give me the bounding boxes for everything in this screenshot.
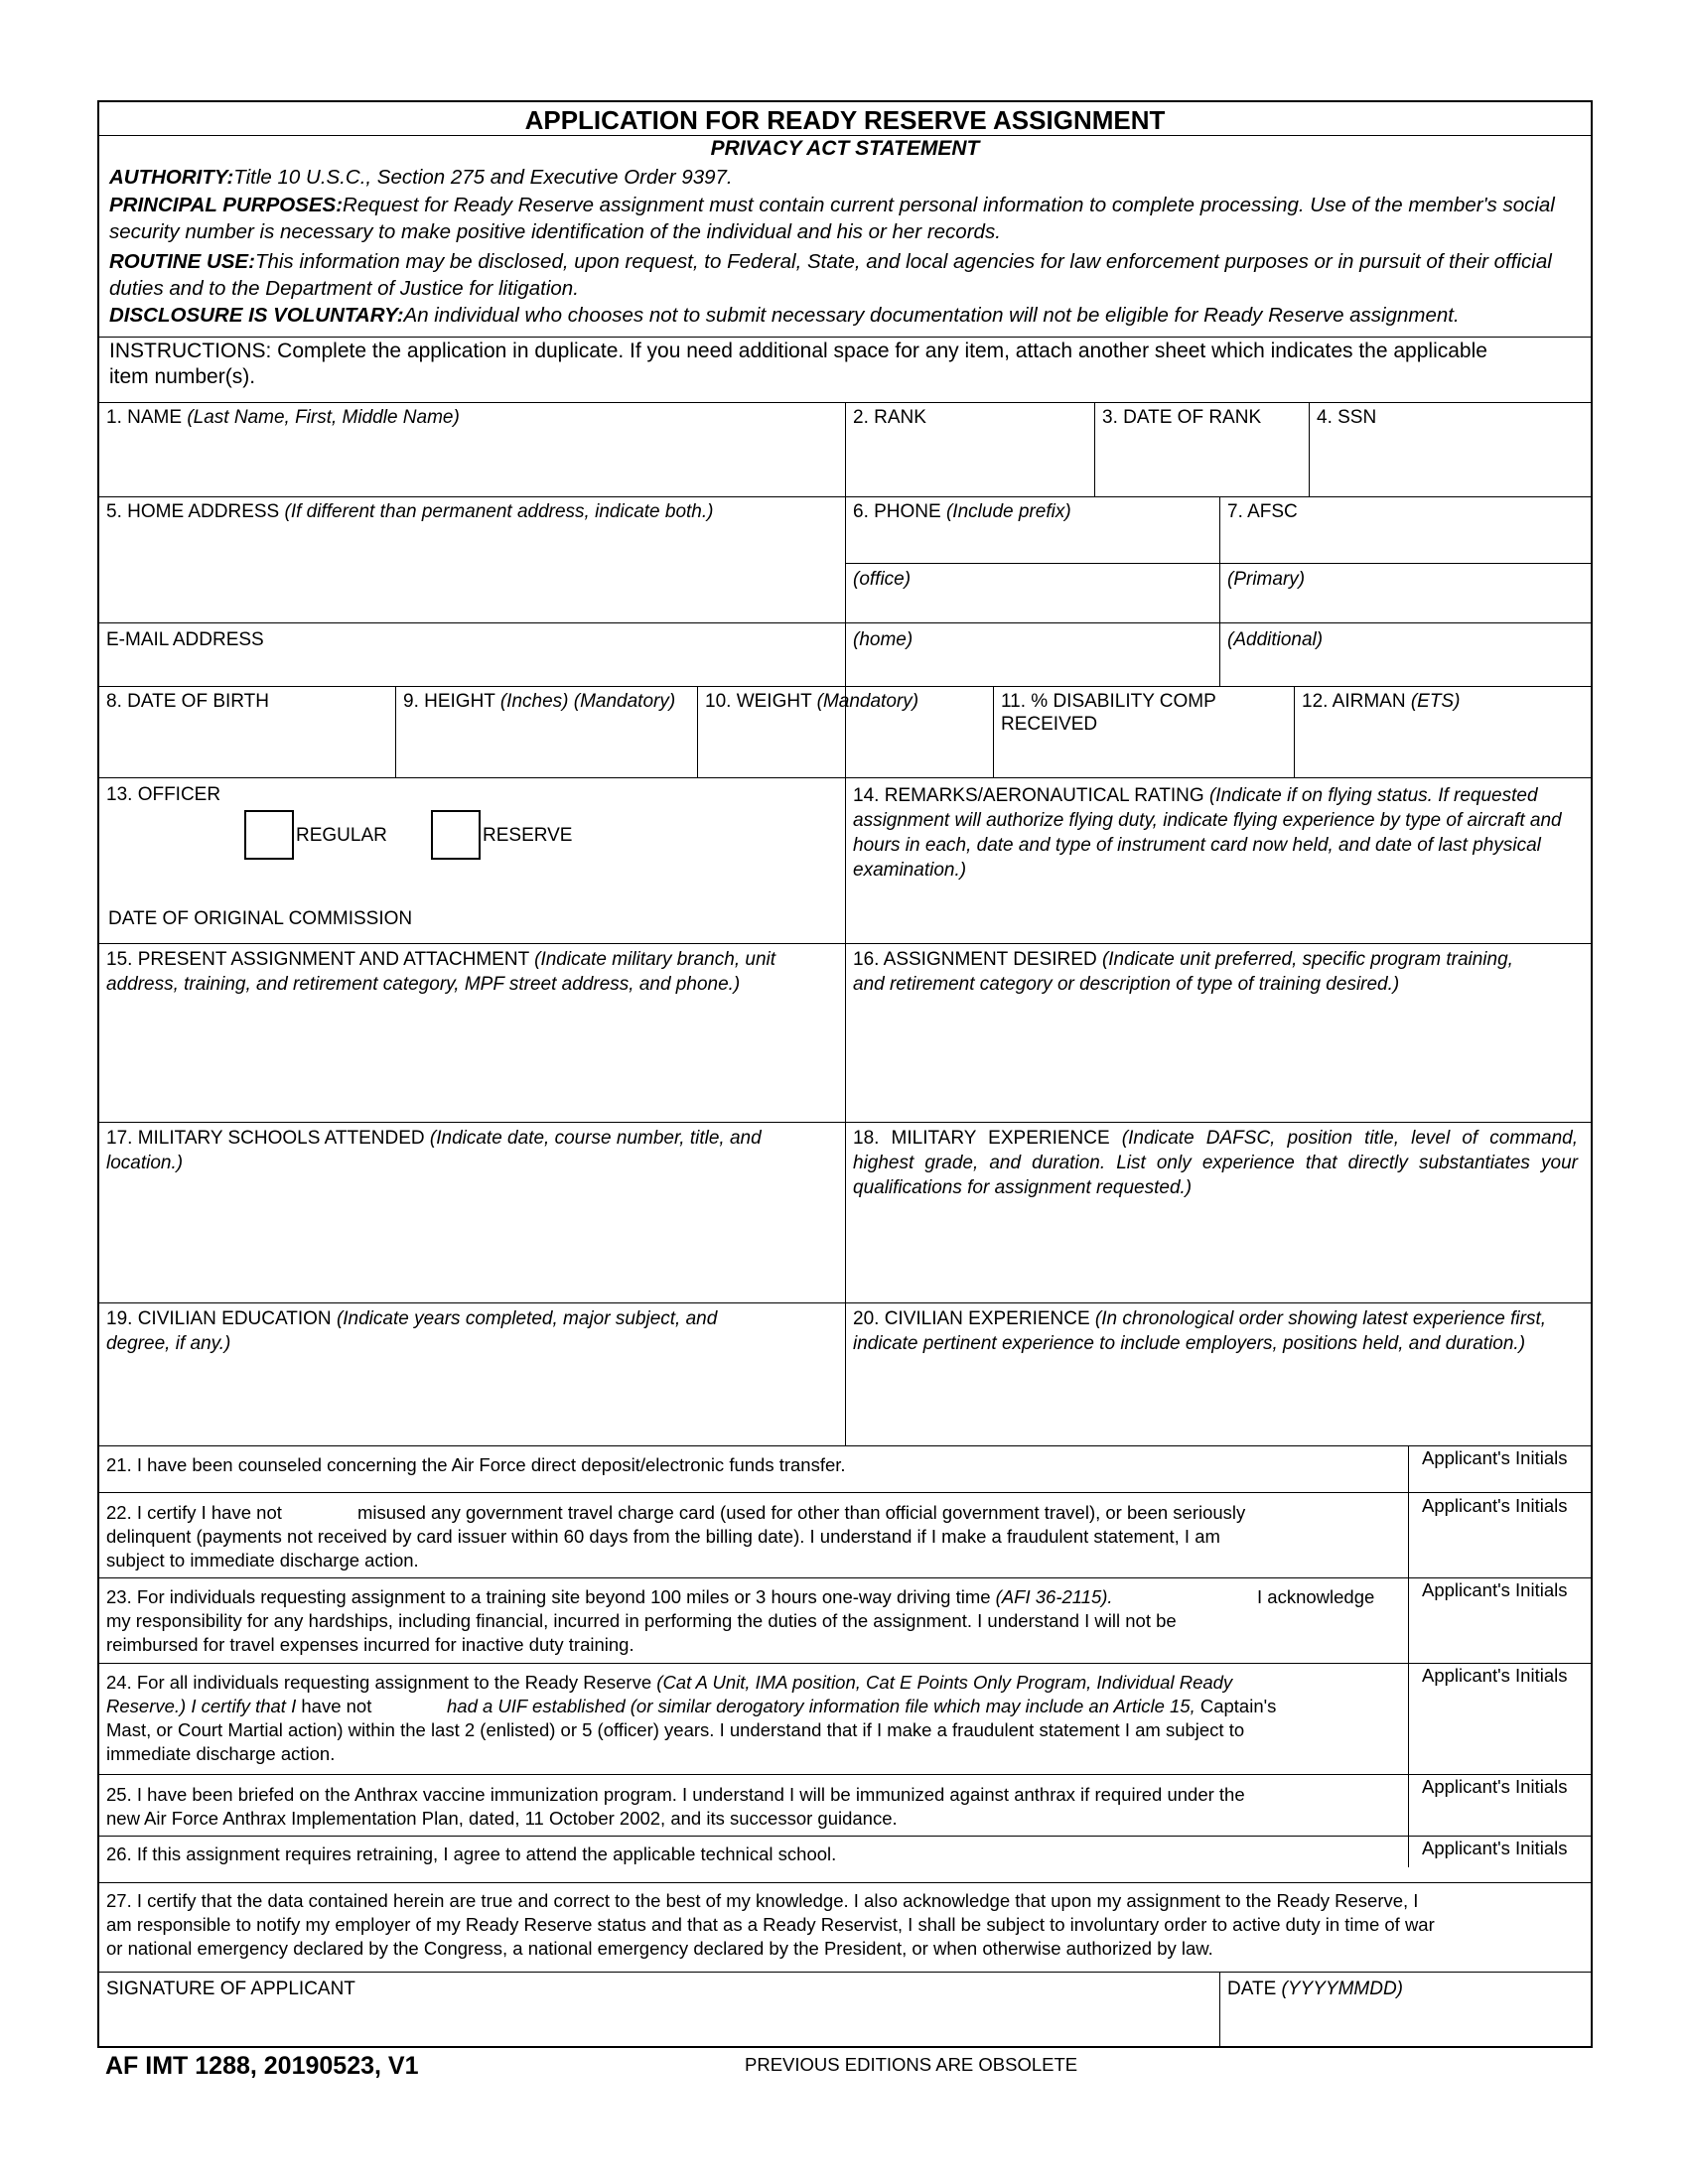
cert-27-line2: am responsible to notify my employer of my Ready Reserve status and that as a Ready Reservist, I shall be subject to involuntary order to active duty in time of war (106, 1914, 1435, 1935)
obsolete-notice: PREVIOUS EDITIONS ARE OBSOLETE (745, 2054, 1078, 2075)
afsc-primary-field[interactable]: (Primary) (1227, 569, 1306, 590)
cert-23-acknowledge: I acknowledge (1257, 1586, 1375, 1607)
cert-23-line3: reimbursed for travel expenses incurred for inactive duty training. (106, 1634, 634, 1655)
privacy-heading: PRIVACY ACT STATEMENT (710, 137, 980, 160)
cert-24-initials[interactable]: Applicant's Initials (1422, 1665, 1568, 1686)
disclosure-statement: DISCLOSURE IS VOLUNTARY:An individual who chooses not to submit necessary documentation will not be eligible for Ready Reserve assignment. (109, 304, 1460, 327)
officer-label: 13. OFFICER (106, 784, 221, 805)
cert-22-line1a: 22. I certify I have not (106, 1502, 282, 1523)
reserve-checkbox[interactable] (431, 810, 481, 860)
weight-field[interactable]: 10. WEIGHT (Mandatory) (705, 691, 919, 712)
routine-use-statement: ROUTINE USE:This information may be disclosed, upon request, to Federal, State, and local agencies for law enforcement purposes or in pursuit of their official duties and to the Department of Justice for litigation. (109, 250, 1552, 300)
date-field[interactable]: DATE (YYYYMMDD) (1227, 1979, 1403, 1999)
cert-22-initials[interactable]: Applicant's Initials (1422, 1495, 1568, 1516)
cert-25-line1: 25. I have been briefed on the Anthrax vaccine immunization program. I understand I will be immunized against anthrax if required under the (106, 1784, 1245, 1805)
cert-22-line2: delinquent (payments not received by card issuer within 60 days from the billing date). I understand if I make a fraudulent statement, I am (106, 1526, 1220, 1547)
cert-24-line2a: Reserve.) I certify that I have not (106, 1696, 372, 1716)
regular-checkbox[interactable] (244, 810, 294, 860)
civilian-education-field[interactable]: 19. CIVILIAN EDUCATION (Indicate years completed, major subject, and degree, if any.) (106, 1308, 718, 1354)
date-of-rank-field[interactable]: 3. DATE OF RANK (1102, 407, 1262, 428)
cert-23-initials[interactable]: Applicant's Initials (1422, 1579, 1568, 1600)
phone-office-field[interactable]: (office) (853, 569, 912, 590)
cert-24-line1: 24. For all individuals requesting assignment to the Ready Reserve (Cat A Unit, IMA position, Cat E Points Only Program, Individual Ready (106, 1672, 1233, 1693)
afsc-field[interactable]: 7. AFSC (1227, 501, 1298, 522)
remarks-aeronautical-rating-field[interactable]: 14. REMARKS/AERONAUTICAL RATING (Indicate if on flying status. If requested assignment will authorize flying duty, indicate flying experience by type of aircraft and hours in each, date and type of instrument card now held, and date of last physical examination.) (853, 785, 1562, 881)
name-field[interactable]: 1. NAME (Last Name, First, Middle Name) (106, 407, 460, 428)
cert-24-line3: Mast, or Court Martial action) within the last 2 (enlisted) or 5 (officer) years. I understand that if I make a fraudulent statement I am subject to (106, 1719, 1245, 1740)
cert-23-line1: 23. For individuals requesting assignment to a training site beyond 100 miles or 3 hours one-way driving time (AFI 36-2115). (106, 1586, 1113, 1607)
authority-statement: AUTHORITY:Title 10 U.S.C., Section 275 and Executive Order 9397. (109, 166, 733, 189)
cert-22-line3: subject to immediate discharge action. (106, 1550, 419, 1570)
email-address-field[interactable]: E-MAIL ADDRESS (106, 629, 264, 650)
cert-21-initials[interactable]: Applicant's Initials (1422, 1447, 1568, 1468)
cert-26-initials[interactable]: Applicant's Initials (1422, 1838, 1568, 1858)
reserve-label: RESERVE (483, 825, 573, 846)
cert-24-line2b: had a UIF established (or similar derogatory information file which may include an Article 15, Captain's (447, 1696, 1277, 1716)
airman-ets-field[interactable]: 12. AIRMAN (ETS) (1302, 691, 1461, 712)
instructions: INSTRUCTIONS: Complete the application in duplicate. If you need additional space for any item, attach another sheet which indicates the applicable item number(s). (109, 340, 1487, 388)
disability-comp-field[interactable]: 11. % DISABILITY COMP RECEIVED (1001, 691, 1216, 735)
home-address-field[interactable]: 5. HOME ADDRESS (If different than permanent address, indicate both.) (106, 501, 714, 522)
application-form (97, 100, 1593, 2048)
form-id: AF IMT 1288, 20190523, V1 (105, 2052, 419, 2080)
form-title: APPLICATION FOR READY RESERVE ASSIGNMENT (524, 105, 1166, 135)
afsc-additional-field[interactable]: (Additional) (1227, 629, 1324, 650)
civilian-experience-field[interactable]: 20. CIVILIAN EXPERIENCE (In chronological order showing latest experience first, indicate pertinent experience to include employers, positions held, and duration.) (853, 1308, 1547, 1354)
ssn-field[interactable]: 4. SSN (1317, 407, 1377, 428)
regular-label: REGULAR (296, 825, 387, 846)
cert-25-line2: new Air Force Anthrax Implementation Plan, dated, 11 October 2002, and its successor guidance. (106, 1808, 898, 1829)
date-of-birth-field[interactable]: 8. DATE OF BIRTH (106, 691, 269, 712)
assignment-desired-field[interactable]: 16. ASSIGNMENT DESIRED (Indicate unit preferred, specific program training, and retirement category or description of type of training desired.) (853, 949, 1513, 995)
rank-field[interactable]: 2. RANK (853, 407, 926, 428)
military-schools-field[interactable]: 17. MILITARY SCHOOLS ATTENDED (Indicate date, course number, title, and location.) (106, 1128, 762, 1173)
cert-22-line1b: misused any government travel charge card (used for other than official government travel), or been seriously (357, 1502, 1246, 1523)
cert-21-text: 21. I have been counseled concerning the Air Force direct deposit/electronic funds transfer. (106, 1454, 846, 1475)
phone-home-field[interactable]: (home) (853, 629, 914, 650)
cert-26-text: 26. If this assignment requires retraining, I agree to attend the applicable technical school. (106, 1843, 837, 1864)
principal-purposes-statement: PRINCIPAL PURPOSES:Request for Ready Reserve assignment must contain current personal information to complete processing. Use of the member's social security number is necessary to make positive identification of the individual and his or her records. (109, 194, 1555, 243)
cert-23-line2: my responsibility for any hardships, including financial, incurred in performing the duties of the assignment. I understand I will not be (106, 1610, 1177, 1631)
height-field[interactable]: 9. HEIGHT (Inches) (Mandatory) (403, 691, 676, 712)
cert-27-line3: or national emergency declared by the Congress, a national emergency declared by the President, or when otherwise authorized by law. (106, 1938, 1213, 1959)
military-experience-field[interactable]: 18. MILITARY EXPERIENCE (Indicate DAFSC, position title, level of command, highest grade, and duration. List only experience that directly substantiates your qualifications for assignment requested.) (853, 1128, 1578, 1198)
cert-24-line4: immediate discharge action. (106, 1743, 336, 1764)
cert-27-line1: 27. I certify that the data contained herein are true and correct to the best of my knowledge. I also acknowledge that upon my assignment to the Ready Reserve, I (106, 1890, 1419, 1911)
phone-field[interactable]: 6. PHONE (Include prefix) (853, 501, 1071, 522)
present-assignment-field[interactable]: 15. PRESENT ASSIGNMENT AND ATTACHMENT (Indicate military branch, unit address, training, and retirement category, MPF street address, and phone.) (106, 949, 776, 995)
cert-25-initials[interactable]: Applicant's Initials (1422, 1776, 1568, 1797)
date-original-commission-field[interactable]: DATE OF ORIGINAL COMMISSION (108, 908, 413, 929)
signature-field[interactable]: SIGNATURE OF APPLICANT (106, 1979, 355, 1999)
